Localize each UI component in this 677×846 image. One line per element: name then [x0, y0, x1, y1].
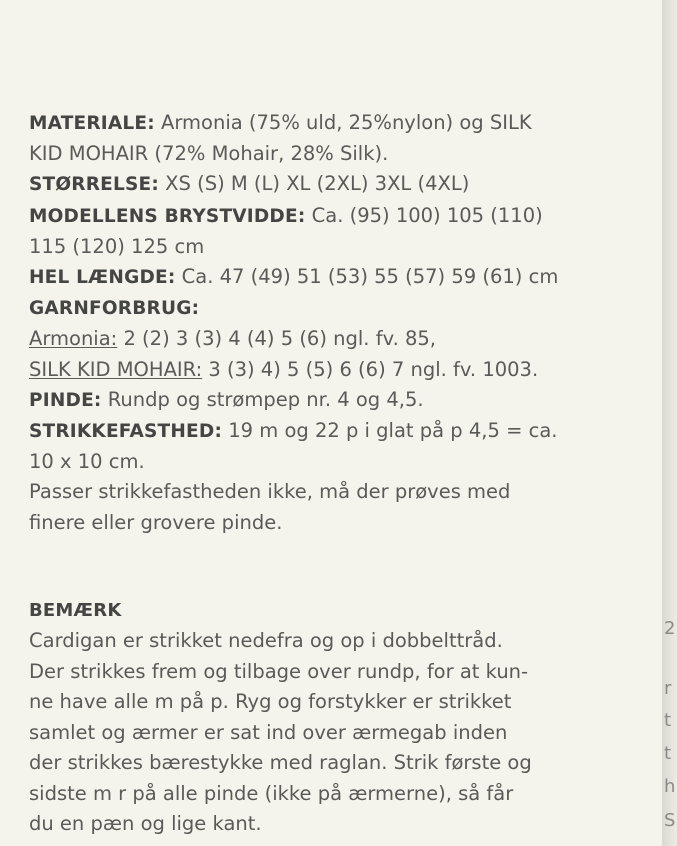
materiale-label: MATERIALE — [29, 113, 148, 134]
fasthed-value: 19 m og 22 p i glat på p 4,5 = ca. — [222, 419, 558, 443]
edge-mark: t — [664, 743, 672, 764]
materiale-line-2: KID MOHAIR (72% Mohair, 28% Silk). — [29, 142, 389, 166]
bemaerk-line: ne have alle m på p. Ryg og forstykker er strikket — [29, 690, 512, 714]
adjacent-page-edge — [662, 0, 677, 846]
bemaerk-heading: BEMÆRK — [29, 599, 122, 621]
materiale-value: Armonia (75% uld, 25%nylon) og SILK — [154, 111, 532, 134]
bemaerk-line: Cardigan er strikket nedefra og op i dobbelttråd. — [29, 629, 503, 653]
silk-line: SILK KID MOHAIR: 3 (3) 4) 5 (5) 6 (6) 7 ngl. fv. 1003. — [29, 357, 539, 381]
garnforbrug-line: GARNFORBRUG: — [29, 298, 200, 320]
edge-mark: S — [664, 810, 676, 831]
note-line-2: finere eller grovere pinde. — [29, 510, 283, 534]
fasthed-line-2: 10 x 10 cm. — [29, 450, 145, 474]
fasthed-label: STRIKKEFASTHED — [29, 421, 215, 443]
laengde-value: Ca. 47 (49) 51 (53) 55 (57) 59 (61) cm — [175, 265, 559, 289]
garnforbrug-label: GARNFORBRUG — [29, 298, 192, 320]
armonia-value: 2 (2) 3 (3) 4 (4) 5 (6) ngl. fv. 85, — [117, 327, 437, 351]
brystvidde-label: MODELLENS BRYSTVIDDE — [29, 205, 298, 227]
pinde-label: PINDE — [29, 389, 94, 411]
armonia-label: Armonia — [29, 327, 111, 351]
fasthed-line: STRIKKEFASTHED: 19 m og 22 p i glat på p 4,5 = ca. — [29, 419, 558, 443]
bemaerk-line: samlet og ærmer er sat ind over ærmegab inden — [29, 720, 508, 744]
bemaerk-line: der strikkes bærestykke med raglan. Strik første og — [29, 751, 532, 775]
edge-mark: t — [664, 710, 672, 731]
laengde-label: HEL LÆNGDE — [29, 267, 168, 289]
brystvidde-line-2: 115 (120) 125 cm — [29, 234, 205, 258]
note-line-1: Passer strikkefastheden ikke, må der prøves med — [29, 480, 511, 504]
bemaerk-body — [29, 626, 649, 840]
bemaerk-line: sidste m r på alle pinde (ikke på ærmerne), så får — [29, 781, 514, 805]
pinde-value: Rundp og strømpep nr. 4 og 4,5. — [101, 387, 424, 411]
edge-mark: 2 — [664, 618, 676, 639]
laengde-line: HEL LÆNGDE: Ca. 47 (49) 51 (53) 55 (57) 59 (61) cm — [29, 265, 559, 289]
stoerrelse-label: STØRRELSE — [29, 174, 152, 196]
armonia-line: Armonia: 2 (2) 3 (3) 4 (4) 5 (6) ngl. fv. 85, — [29, 327, 437, 351]
brystvidde-value: Ca. (95) 100) 105 (110) — [305, 203, 543, 227]
silk-label: SILK KID MOHAIR — [29, 357, 196, 381]
stoerrelse-value: XS (S) M (L) XL (2XL) 3XL (4XL) — [158, 172, 470, 196]
edge-mark: h — [664, 776, 676, 797]
silk-value: 3 (3) 4) 5 (5) 6 (6) 7 ngl. fv. 1003. — [202, 357, 539, 381]
bemaerk-line: du en pæn og lige kant. — [29, 812, 262, 836]
brystvidde-line: MODELLENS BRYSTVIDDE: Ca. (95) 100) 105 (110) — [29, 203, 543, 227]
materiale-line: MATERIALE: Armonia (75% uld, 25%nylon) og SILK — [29, 111, 532, 134]
edge-mark: r — [664, 678, 672, 699]
pinde-line: PINDE: Rundp og strømpep nr. 4 og 4,5. — [29, 387, 424, 411]
stoerrelse-line: STØRRELSE: XS (S) M (L) XL (2XL) 3XL (4XL) — [29, 172, 470, 196]
bemaerk-line: Der strikkes frem og tilbage over rundp, for at kun- — [29, 659, 529, 683]
pattern-specs — [29, 108, 649, 840]
